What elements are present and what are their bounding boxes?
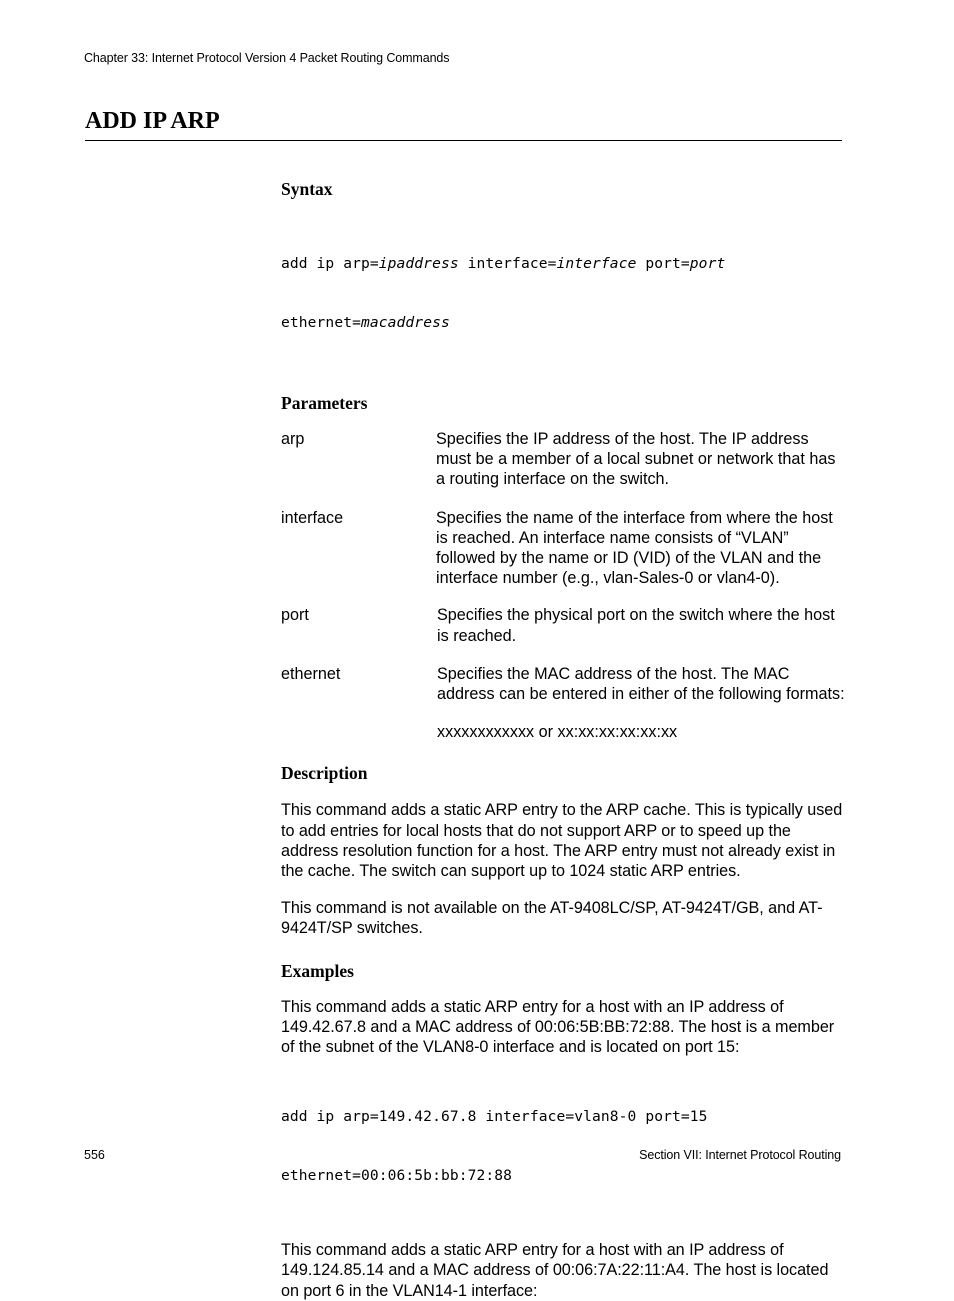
syntax-line-2: ethernet=macaddress [281,313,450,331]
mac-formats: xxxxxxxxxxxx or xx:xx:xx:xx:xx:xx [437,723,678,742]
param-desc: Specifies the name of the interface from where the host is reached. An interface name consists of “VLAN” followed by the name or ID (VID) of the VLAN and the interface number (e.g., vlan-Sales-0 or vlan4-0). [436,508,833,588]
syntax-heading: Syntax [281,179,333,199]
description-section [281,761,846,938]
param-name: ethernet [281,664,341,683]
page-number: 556 [84,1148,105,1162]
example-intro-2: This command adds a static ARP entry for a host with an IP address of 149.124.85.14 and a MAC address of 00:06:7A:22:11:A4. The host is located on port 6 in the VLAN14-1 interface: [281,1241,829,1300]
mac-format-row [281,722,846,742]
example-intro-1: This command adds a static ARP entry for a host with an IP address of 149.42.67.8 and a MAC address of 00:06:5B:BB:72:88. The host is a member of the subnet of the VLAN8-0 interface and is located on port 15: [281,997,835,1057]
code-line: ethernet=00:06:5b:bb:72:88 [281,1166,513,1184]
syntax-block [281,215,846,371]
param-name: port [281,606,309,625]
examples-section [281,959,846,1301]
examples-heading: Examples [281,960,354,981]
example-code-1 [281,1068,846,1224]
param-desc: Specifies the physical port on the switch where the host is reached. [437,606,835,645]
page-title: ADD IP ARP [85,108,220,134]
running-header: Chapter 33: Internet Protocol Version 4 Packet Routing Commands [84,51,450,65]
param-name: interface [281,508,344,527]
syntax-section [281,177,846,371]
param-desc: Specifies the MAC address of the host. The MAC address can be entered in either of the following formats: [437,664,845,704]
param-row-port [281,605,846,645]
description-heading: Description [281,763,368,784]
section-footer: Section VII: Internet Protocol Routing [639,1148,841,1162]
param-name: arp [281,430,305,448]
param-desc: Specifies the IP address of the host. The IP address must be a member of a local subnet or network that has a routing interface on the switch. [436,430,836,489]
content-column [281,177,846,1301]
param-row-ethernet [281,664,846,704]
code-line: add ip arp=149.42.67.8 interface=vlan8-0 port=15 [281,1108,708,1126]
title-rule [85,140,842,141]
param-row-interface [281,508,846,589]
description-paragraph-1: This command adds a static ARP entry to the ARP cache. This is typically used to add entries for local hosts that do not support ARP or to speed up the address resolution function for a host. The ARP entry must not already exist in the cache. The switch can support up to 1024 static ARP entries. [281,801,843,881]
syntax-line-1: add ip arp=ipaddress interface=interface port=port [281,255,726,272]
parameters-section [281,391,846,742]
param-row-arp [281,429,846,490]
parameters-heading: Parameters [281,393,368,413]
description-paragraph-2: This command is not available on the AT-9408LC/SP, AT-9424T/GB, and AT-9424T/SP switches. [281,899,823,938]
